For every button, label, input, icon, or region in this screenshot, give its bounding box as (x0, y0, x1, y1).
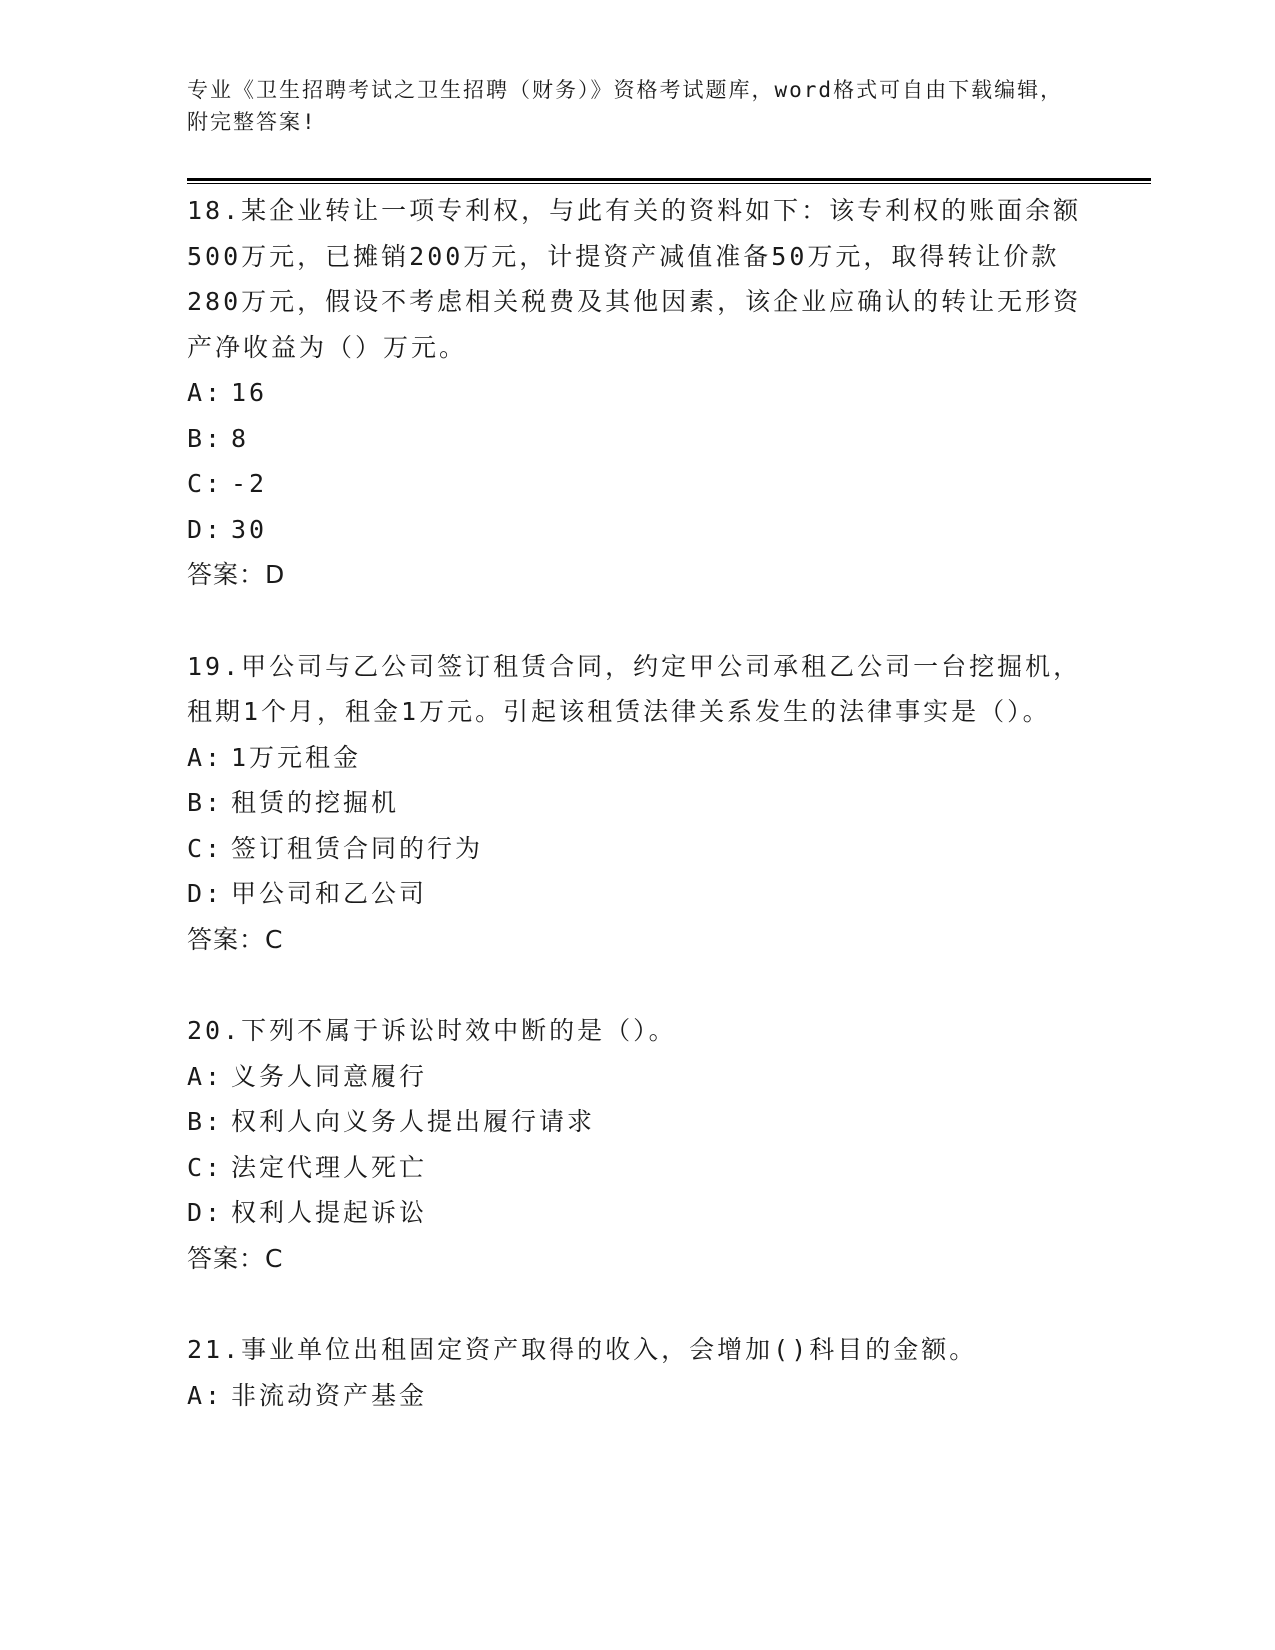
option-c (187, 461, 1087, 507)
answer-line: 答案：C (187, 1243, 284, 1273)
option-letter: A: (187, 378, 224, 407)
option-text: 法定代理人死亡 (231, 1152, 428, 1182)
option-c (187, 826, 1087, 872)
option-c (187, 1145, 1087, 1191)
option-letter: A: (187, 742, 224, 772)
question-21 (187, 1327, 1087, 1418)
option-letter: B: (187, 423, 224, 453)
option-b (187, 416, 1087, 462)
option-text: 义务人同意履行 (231, 1061, 428, 1091)
option-letter: C: (187, 1152, 224, 1182)
document-header: 专业《卫生招聘考试之卫生招聘（财务）》资格考试题库，word格式可自由下载编辑，附完整答案! (187, 78, 1064, 134)
option-text: 签订租赁合同的行为 (231, 833, 484, 863)
option-a (187, 735, 1087, 781)
option-text: 1万元租金 (231, 742, 362, 772)
option-letter: C: (187, 833, 224, 863)
option-letter: D: (187, 879, 224, 908)
option-text: 权利人提起诉讼 (231, 1198, 428, 1227)
option-text: 租赁的挖掘机 (231, 788, 400, 817)
question-19 (187, 644, 1087, 963)
option-a (187, 370, 1087, 416)
option-letter: A: (187, 1380, 224, 1410)
option-text: -2 (231, 469, 268, 498)
option-text: 30 (231, 514, 268, 544)
question-stem: 19.甲公司与乙公司签订租赁合同，约定甲公司承租乙公司一台挖掘机，租期1个月，租金1万元。引起该租赁法律关系发生的法律事实是（）。 (187, 651, 1082, 726)
option-b (187, 780, 1087, 826)
option-d (187, 871, 1087, 917)
option-letter: B: (187, 1107, 224, 1136)
question-20 (187, 1008, 1087, 1281)
option-letter: C: (187, 469, 224, 498)
question-stem: 21.事业单位出租固定资产取得的收入，会增加()科目的金额。 (187, 1335, 978, 1364)
option-letter: A: (187, 1061, 224, 1091)
option-letter: D: (187, 514, 224, 544)
header-divider-thin (187, 183, 1151, 184)
question-stem: 20.下列不属于诉讼时效中断的是（）。 (187, 1016, 677, 1045)
option-d (187, 1190, 1087, 1236)
option-text: 权利人向义务人提出履行请求 (231, 1107, 596, 1136)
header-divider-thick (187, 178, 1151, 181)
question-list (187, 188, 1087, 1464)
option-a (187, 1054, 1087, 1100)
option-letter: B: (187, 788, 224, 817)
option-text: 16 (231, 378, 268, 407)
option-a (187, 1373, 1087, 1419)
answer-line: 答案：C (187, 924, 284, 954)
option-text: 甲公司和乙公司 (231, 879, 428, 908)
option-b (187, 1099, 1087, 1145)
option-text: 8 (231, 423, 250, 453)
option-letter: D: (187, 1198, 224, 1227)
answer-line: 答案：D (187, 560, 286, 589)
question-stem: 18.某企业转让一项专利权，与此有关的资料如下：该专利权的账面余额500万元，已摊销200万元，计提资产减值准备50万元，取得转让价款280万元，假设不考虑相关税费及其他因素，该企业应确认的转让无形资产净收益为（）万元。 (187, 196, 1082, 362)
option-d (187, 507, 1087, 553)
question-18 (187, 188, 1087, 598)
option-text: 非流动资产基金 (231, 1380, 428, 1410)
